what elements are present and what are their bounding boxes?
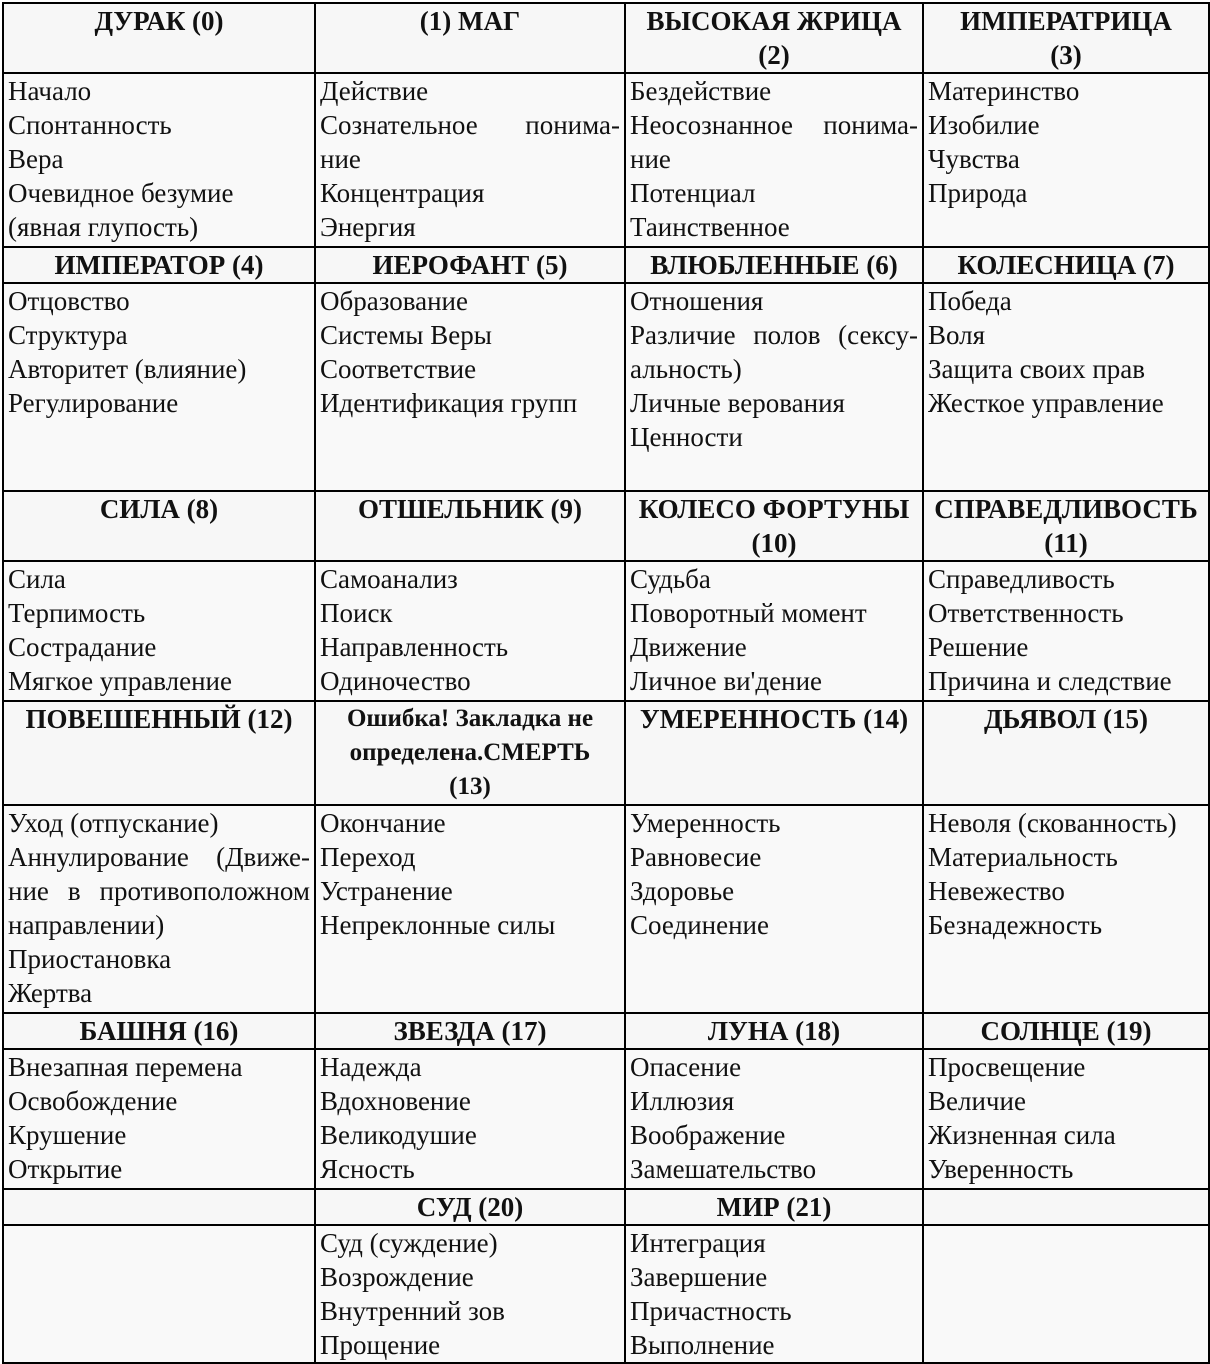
keyword: (явная глупость) [8,212,199,242]
header-row [3,1189,1209,1225]
arcana-title: (11) [1044,528,1088,558]
keyword: Непреклонные силы [320,910,556,940]
keyword: Внутренний зов [320,1296,505,1326]
arcana-keywords-cell [625,283,923,491]
arcana-keywords-cell [625,561,923,701]
arcana-title-cell [3,247,315,283]
table-body [3,3,1209,1363]
keyword: альность) [630,354,742,384]
arcana-title: ИМПЕРАТРИЦА [960,6,1172,36]
arcana-title-cell [923,1189,1209,1225]
keyword: Причина и следствие [928,666,1172,696]
arcana-title-cell [3,1189,315,1225]
keyword: Сознательное понима- [320,110,620,140]
arcana-keywords-cell [923,561,1209,701]
arcana-title-cell [315,1189,625,1225]
keyword: ние [630,144,671,174]
keyword: Аннулирование (Движе- [8,842,310,872]
keyword: Опасение [630,1052,742,1082]
keyword: Концентрация [320,178,485,208]
header-row [3,1013,1209,1049]
arcana-title-cell [923,491,1209,561]
keyword: Чувства [928,144,1020,174]
arcana-title-cell [625,247,923,283]
keyword: Терпимость [8,598,146,628]
arcana-title: (2) [758,40,790,70]
keyword: Величие [928,1086,1026,1116]
keyword: Защита своих прав [928,354,1146,384]
keyword: Жертва [8,978,93,1008]
keyword: Начало [8,76,92,106]
keyword: Соответствие [320,354,477,384]
header-row [3,491,1209,561]
keyword: Потенциал [630,178,756,208]
arcana-keywords-cell [315,805,625,1013]
keyword: Структура [8,320,128,350]
keyword: Таинственное [630,212,790,242]
keyword: Направленность [320,632,509,662]
keyword: Различие полов (сексу- [630,320,918,350]
keywords-row [3,1225,1209,1363]
header-row [3,247,1209,283]
arcana-title-cell [923,1013,1209,1049]
arcana-title: Ошибка! Закладка не [346,705,594,732]
keyword: Воля [928,320,986,350]
arcana-keywords-cell [3,561,315,701]
arcana-title-cell [315,3,625,73]
arcana-title-cell [923,701,1209,805]
arcana-title-cell [315,491,625,561]
keyword: Освобождение [8,1086,178,1116]
arcana-title: ИМПЕРАТОР (4) [54,250,264,280]
keyword: Выполнение [630,1330,775,1360]
arcana-keywords-cell [315,73,625,247]
keyword: Движение [630,632,747,662]
arcana-title: ВЫСОКАЯ ЖРИЦА [646,6,902,36]
arcana-title: КОЛЕСО ФОРТУНЫ [638,494,910,524]
arcana-keywords-cell [923,73,1209,247]
arcana-title: ВЛЮБЛЕННЫЕ (6) [650,250,898,280]
keyword: Личные верования [630,388,845,418]
keyword: Судьба [630,564,711,594]
keyword: Материальность [928,842,1118,872]
arcana-title: ДУРАК (0) [94,6,224,36]
arcana-title-cell [315,247,625,283]
arcana-title: ЛУНА (18) [707,1016,841,1046]
arcana-title: (3) [1050,40,1082,70]
keyword: Решение [928,632,1029,662]
arcana-keywords-cell [923,1225,1209,1363]
keyword: Возрождение [320,1262,474,1292]
arcana-keywords-cell [315,283,625,491]
keywords-row [3,1049,1209,1189]
keyword: Уход (отпускание) [8,808,219,838]
keyword: Образование [320,286,468,316]
arcana-title: ПОВЕШЕННЫЙ (12) [25,704,293,734]
keyword: Интеграция [630,1228,766,1258]
keyword: Отцовство [8,286,130,316]
keyword: Воображение [630,1120,786,1150]
arcana-keywords-cell [923,1049,1209,1189]
arcana-title: ЗВЕЗДА (17) [393,1016,547,1046]
keyword: Суд (суждение) [320,1228,498,1258]
keyword: Отношения [630,286,764,316]
arcana-keywords-cell [625,805,923,1013]
keyword: Надежда [320,1052,422,1082]
arcana-title-cell [3,701,315,805]
keyword: Соединение [630,910,769,940]
arcana-keywords-cell [315,561,625,701]
keyword: ние в противоположном [8,876,310,906]
arcana-keywords-cell [625,73,923,247]
arcana-title-cell [625,1013,923,1049]
keyword: Вера [8,144,64,174]
arcana-title-cell [625,491,923,561]
keyword: Одиночество [320,666,471,696]
arcana-title: определена.СМЕРТЬ [349,739,591,766]
keyword: Внезапная перемена [8,1052,243,1082]
keyword: Материнство [928,76,1080,106]
keyword: Просвещение [928,1052,1086,1082]
header-row [3,701,1209,805]
keyword: Переход [320,842,416,872]
keyword: Победа [928,286,1012,316]
keyword: направлении) [8,910,165,940]
keywords-row [3,805,1209,1013]
keyword: Равновесие [630,842,762,872]
keyword: Личное ви'дение [630,666,823,696]
keyword: Иллюзия [630,1086,735,1116]
arcana-keywords-cell [3,73,315,247]
arcana-title: СУД (20) [416,1192,524,1222]
keyword: Здоровье [630,876,735,906]
keyword: Идентификация групп [320,388,578,418]
arcana-keywords-cell [315,1225,625,1363]
keyword: Великодушие [320,1120,477,1150]
arcana-title-cell [315,1013,625,1049]
keyword: Прощение [320,1330,441,1360]
keyword: Уверенность [928,1154,1074,1184]
keyword: Устранение [320,876,453,906]
keyword: Ясность [320,1154,415,1184]
keyword: Жесткое управление [928,388,1164,418]
keyword: Невежество [928,876,1065,906]
keywords-row [3,73,1209,247]
arcana-keywords-cell [923,805,1209,1013]
keyword: Неосознанное понима- [630,110,918,140]
arcana-keywords-cell [3,283,315,491]
keyword: Приостановка [8,944,172,974]
keyword: Системы Веры [320,320,492,350]
arcana-title: ДЬЯВОЛ (15) [983,704,1148,734]
keyword: Действие [320,76,429,106]
arcana-title: КОЛЕСНИЦА (7) [957,250,1175,280]
keyword: Поворотный момент [630,598,867,628]
arcana-title-cell [315,701,625,805]
keyword: Жизненная сила [928,1120,1116,1150]
keyword: Изобилие [928,110,1040,140]
keyword: Ответственность [928,598,1124,628]
keyword: Замешательство [630,1154,817,1184]
arcana-title: СИЛА (8) [99,494,219,524]
arcana-title: БАШНЯ (16) [79,1016,239,1046]
arcana-title: (10) [751,528,797,558]
keyword: Мягкое управление [8,666,232,696]
arcana-keywords-cell [625,1225,923,1363]
keyword: Бездействие [630,76,772,106]
arcana-title: УМЕРЕННОСТЬ (14) [639,704,909,734]
keyword: Авторитет (влияние) [8,354,247,384]
keyword: Спонтанность [8,110,172,140]
keywords-row [3,561,1209,701]
keyword: Вдохновение [320,1086,471,1116]
keyword: Умеренность [630,808,781,838]
arcana-title: (13) [449,773,491,800]
arcana-title-cell [625,3,923,73]
keyword: Причастность [630,1296,792,1326]
arcana-title-cell [923,247,1209,283]
arcana-keywords-cell [625,1049,923,1189]
keyword: Ценности [630,422,743,452]
arcana-title-cell [3,1013,315,1049]
keyword: Неволя (скованность) [928,808,1177,838]
keyword: Природа [928,178,1028,208]
arcana-title-cell [3,3,315,73]
keyword: Самоанализ [320,564,458,594]
arcana-keywords-cell [3,1225,315,1363]
keyword: Регулирование [8,388,179,418]
arcana-title-cell [625,1189,923,1225]
keyword: Крушение [8,1120,127,1150]
arcana-keywords-cell [3,1049,315,1189]
arcana-title: ИЕРОФАНТ (5) [372,250,568,280]
arcana-title: (1) МАГ [419,6,521,36]
arcana-title: СПРАВЕДЛИВОСТЬ [934,494,1198,524]
arcana-title: СОЛНЦЕ (19) [980,1016,1152,1046]
arcana-title: МИР (21) [716,1192,832,1222]
arcana-keywords-cell [923,283,1209,491]
keyword: Безнадежность [928,910,1103,940]
keyword: Энергия [320,212,416,242]
keyword: Открытие [8,1154,123,1184]
keywords-row [3,283,1209,491]
arcana-title: ОТШЕЛЬНИК (9) [357,494,583,524]
keyword: Справедливость [928,564,1115,594]
arcana-title-cell [625,701,923,805]
keyword: Поиск [320,598,393,628]
arcana-keywords-cell [3,805,315,1013]
tarot-arcana-table [2,2,1210,1364]
keyword: Окончание [320,808,446,838]
arcana-title-cell [923,3,1209,73]
keyword: Очевидное безумие [8,178,234,208]
keyword: ние [320,144,361,174]
keyword: Сила [8,564,66,594]
keyword: Завершение [630,1262,768,1292]
keyword: Сострадание [8,632,157,662]
header-row [3,3,1209,73]
arcana-keywords-cell [315,1049,625,1189]
arcana-title-cell [3,491,315,561]
